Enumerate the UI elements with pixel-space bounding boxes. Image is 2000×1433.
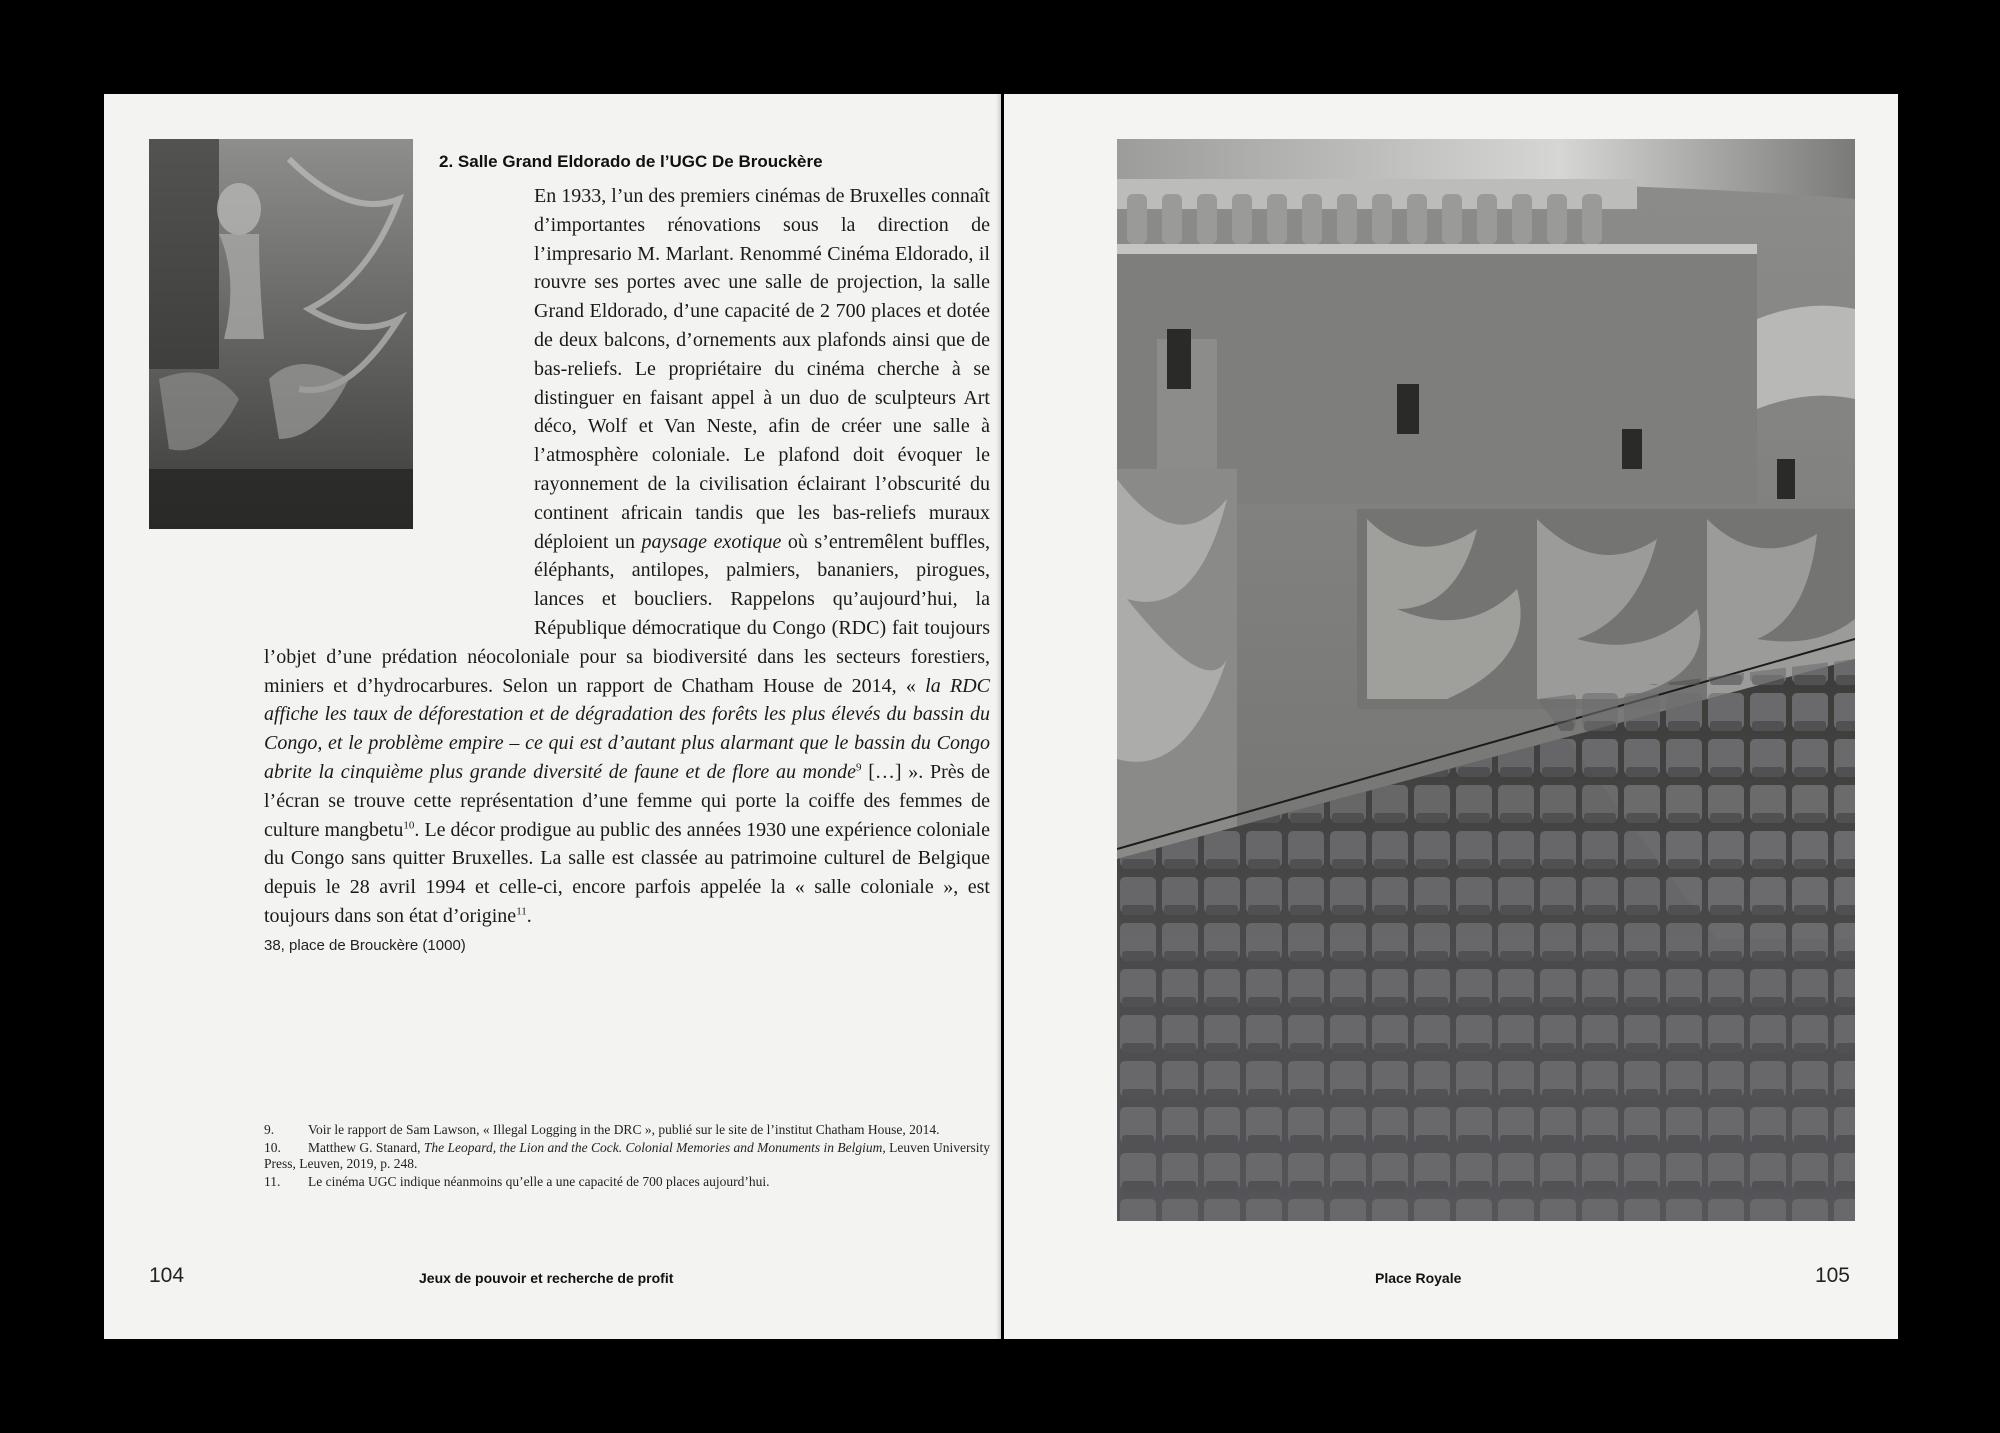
page-number-left: 104 [149,1264,185,1287]
footnote-11: 11. Le cinéma UGC indique néanmoins qu’elle a une capacité de 700 places aujourd’hui. [264,1173,770,1189]
page-number-right: 105 [1814,1264,1850,1287]
footnote-ref-9[interactable]: 9 [855,761,862,774]
running-head-right: Place Royale [1375,1270,1462,1286]
footnotes [264,1122,990,1191]
cinema-hall-photo [1117,139,1855,1221]
right-page [1004,94,1898,1339]
footnote-ref-11[interactable]: 11 [516,905,527,918]
section-heading: 2. Salle Grand Eldorado de l’UGC De Brouckère [439,152,823,171]
footnote-10: 10. Matthew G. Stanard, The Leopard, the Lion and the Cock. Colonial Memories and Monuments in Belgium, Leuven University Press, Leuven, 2019, p. 248. [264,1139,990,1171]
footnote-9: 9. Voir le rapport de Sam Lawson, « Illegal Logging in the DRC », publié sur le site de l’institut Chatham House, 2014. [264,1122,940,1137]
body-paragraph: En 1933, l’un des premiers cinémas de Bruxelles connaît d’importantes rénovations sous la direction de l’impresario M. Marlant. Renommé Cinéma Eldorado, il rouvre ses portes avec une salle de projection, la salle Grand Eldorado, d’une capacité de 2 700 places et dotée de deux balcons, d’ornements aux plafonds ainsi que de bas-reliefs. Le propriétaire du cinéma cherche à se distinguer en faisant appel à un duo de sculpteurs Art déco, Wolf et Van Neste, afin de créer une salle à l’atmosphère coloniale. Le plafond doit évoquer le rayonnement de la civilisation éclairant l’obscurité du continent africain tandis que les bas-reliefs muraux déploient un paysage exotique où s’entremêlent buffles, éléphants, antilopes, palmiers, bananiers, pirogues, lances et boucliers. Rappelons qu’aujourd’hui, la République démocratique du Congo (RDC) fait toujours l’objet d’une prédation néocoloniale pour sa biodiversité dans les secteurs forestiers, miniers et d’hydrocarbures. Selon un rapport de Chatham House de 2014, « la RDC affiche les taux de déforestation et de dégradation des forêts les plus élevés du bassin du Congo, et le problème empire – ce qui est d’autant plus alarmant que le bassin du Congo abrite la cinquième plus grande diversité de faune et de flore au monde$^9$ […] ». Près de l’écran se trouve cette représentation d’une femme qui porte la coiffe des femmes de culture mangbetu$^{10}$. Le décor prodigue au public des années 1930 une expérience coloniale du Congo sans quitter Bruxelles. La salle est classée au patrimoine culturel de Belgique depuis le 28 avril 1994 et celle-ci, encore parfois appelée la « salle coloniale », est toujours dans son état d’origine$^{11}$. [264,185,991,927]
footnote-ref-10[interactable]: 10 [403,818,415,831]
running-head-left: Jeux de pouvoir et recherche de profit [419,1270,674,1286]
address: 38, place de Brouckère (1000) [264,936,466,954]
body-column [264,182,990,954]
left-page [104,94,1001,1339]
